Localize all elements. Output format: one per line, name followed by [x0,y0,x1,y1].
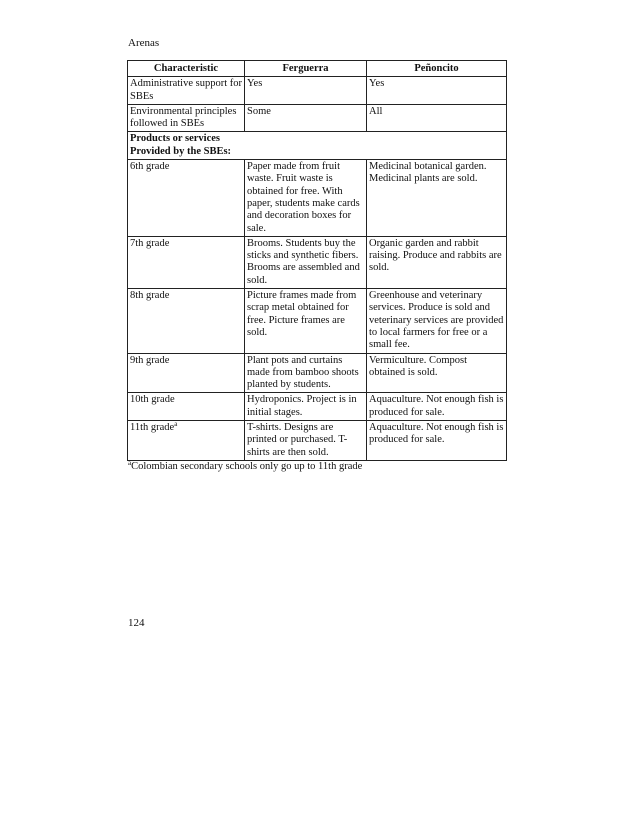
ferguerra-cell: Paper made from fruit waste. Fruit waste is obtained for free. With paper, students make cards and decoration boxes for sale. [245,160,367,237]
penoncito-cell: Yes [367,77,507,105]
grade-cell: 10th grade [128,393,245,421]
penoncito-cell: Organic garden and rabbit raising. Produce and rabbits are sold. [367,236,507,288]
penoncito-cell: Greenhouse and veterinary services. Produce is sold and veterinary services are provided to local farmers for free or a small fee. [367,289,507,353]
footnote-text: Colombian secondary schools only go up to 11th grade [131,461,363,472]
grade-cell: 9th grade [128,353,245,393]
penoncito-cell: All [367,104,507,132]
sbe-comparison-table [127,60,507,461]
ferguerra-cell: Yes [245,77,367,105]
table-row [128,353,507,393]
penoncito-cell: Aquaculture. Not enough fish is produced for sale. [367,421,507,461]
table-header-row [128,61,507,77]
section-label: Products or services Provided by the SBEs: [128,132,507,160]
page-number: 124 [128,617,145,629]
grade-cell: 7th grade [128,236,245,288]
table-row [128,289,507,353]
ferguerra-cell: Plant pots and curtains made from bamboo shoots planted by students. [245,353,367,393]
section-row [128,132,507,160]
grade-cell: 6th grade [128,160,245,237]
ferguerra-cell: Brooms. Students buy the sticks and synthetic fibers. Brooms are assembled and sold. [245,236,367,288]
ferguerra-cell: T-shirts. Designs are printed or purchased. T-shirts are then sold. [245,421,367,461]
table-row [128,236,507,288]
table-row [128,393,507,421]
column-header-penoncito: Peñoncito [367,61,507,77]
running-head: Arenas [128,37,160,49]
table-row [128,421,507,461]
column-header-ferguerra: Ferguerra [245,61,367,77]
table-row [128,160,507,237]
table-row [128,104,507,132]
penoncito-cell: Aquaculture. Not enough fish is produced for sale. [367,393,507,421]
characteristic-cell: Administrative support for SBEs [128,77,245,105]
footnote-marker: a [174,420,178,429]
table-footnote [128,461,362,472]
footnote-marker: a [128,459,132,467]
penoncito-cell: Medicinal botanical garden. Medicinal plants are sold. [367,160,507,237]
ferguerra-cell: Picture frames made from scrap metal obtained for free. Picture frames are sold. [245,289,367,353]
grade-cell [128,421,245,461]
penoncito-cell: Vermiculture. Compost obtained is sold. [367,353,507,393]
grade-label: 11th grade [130,422,175,434]
column-header-characteristic: Characteristic [128,61,245,77]
grade-cell: 8th grade [128,289,245,353]
characteristic-cell: Environmental principles followed in SBEs [128,104,245,132]
ferguerra-cell: Some [245,104,367,132]
ferguerra-cell: Hydroponics. Project is in initial stages. [245,393,367,421]
table-row [128,77,507,105]
